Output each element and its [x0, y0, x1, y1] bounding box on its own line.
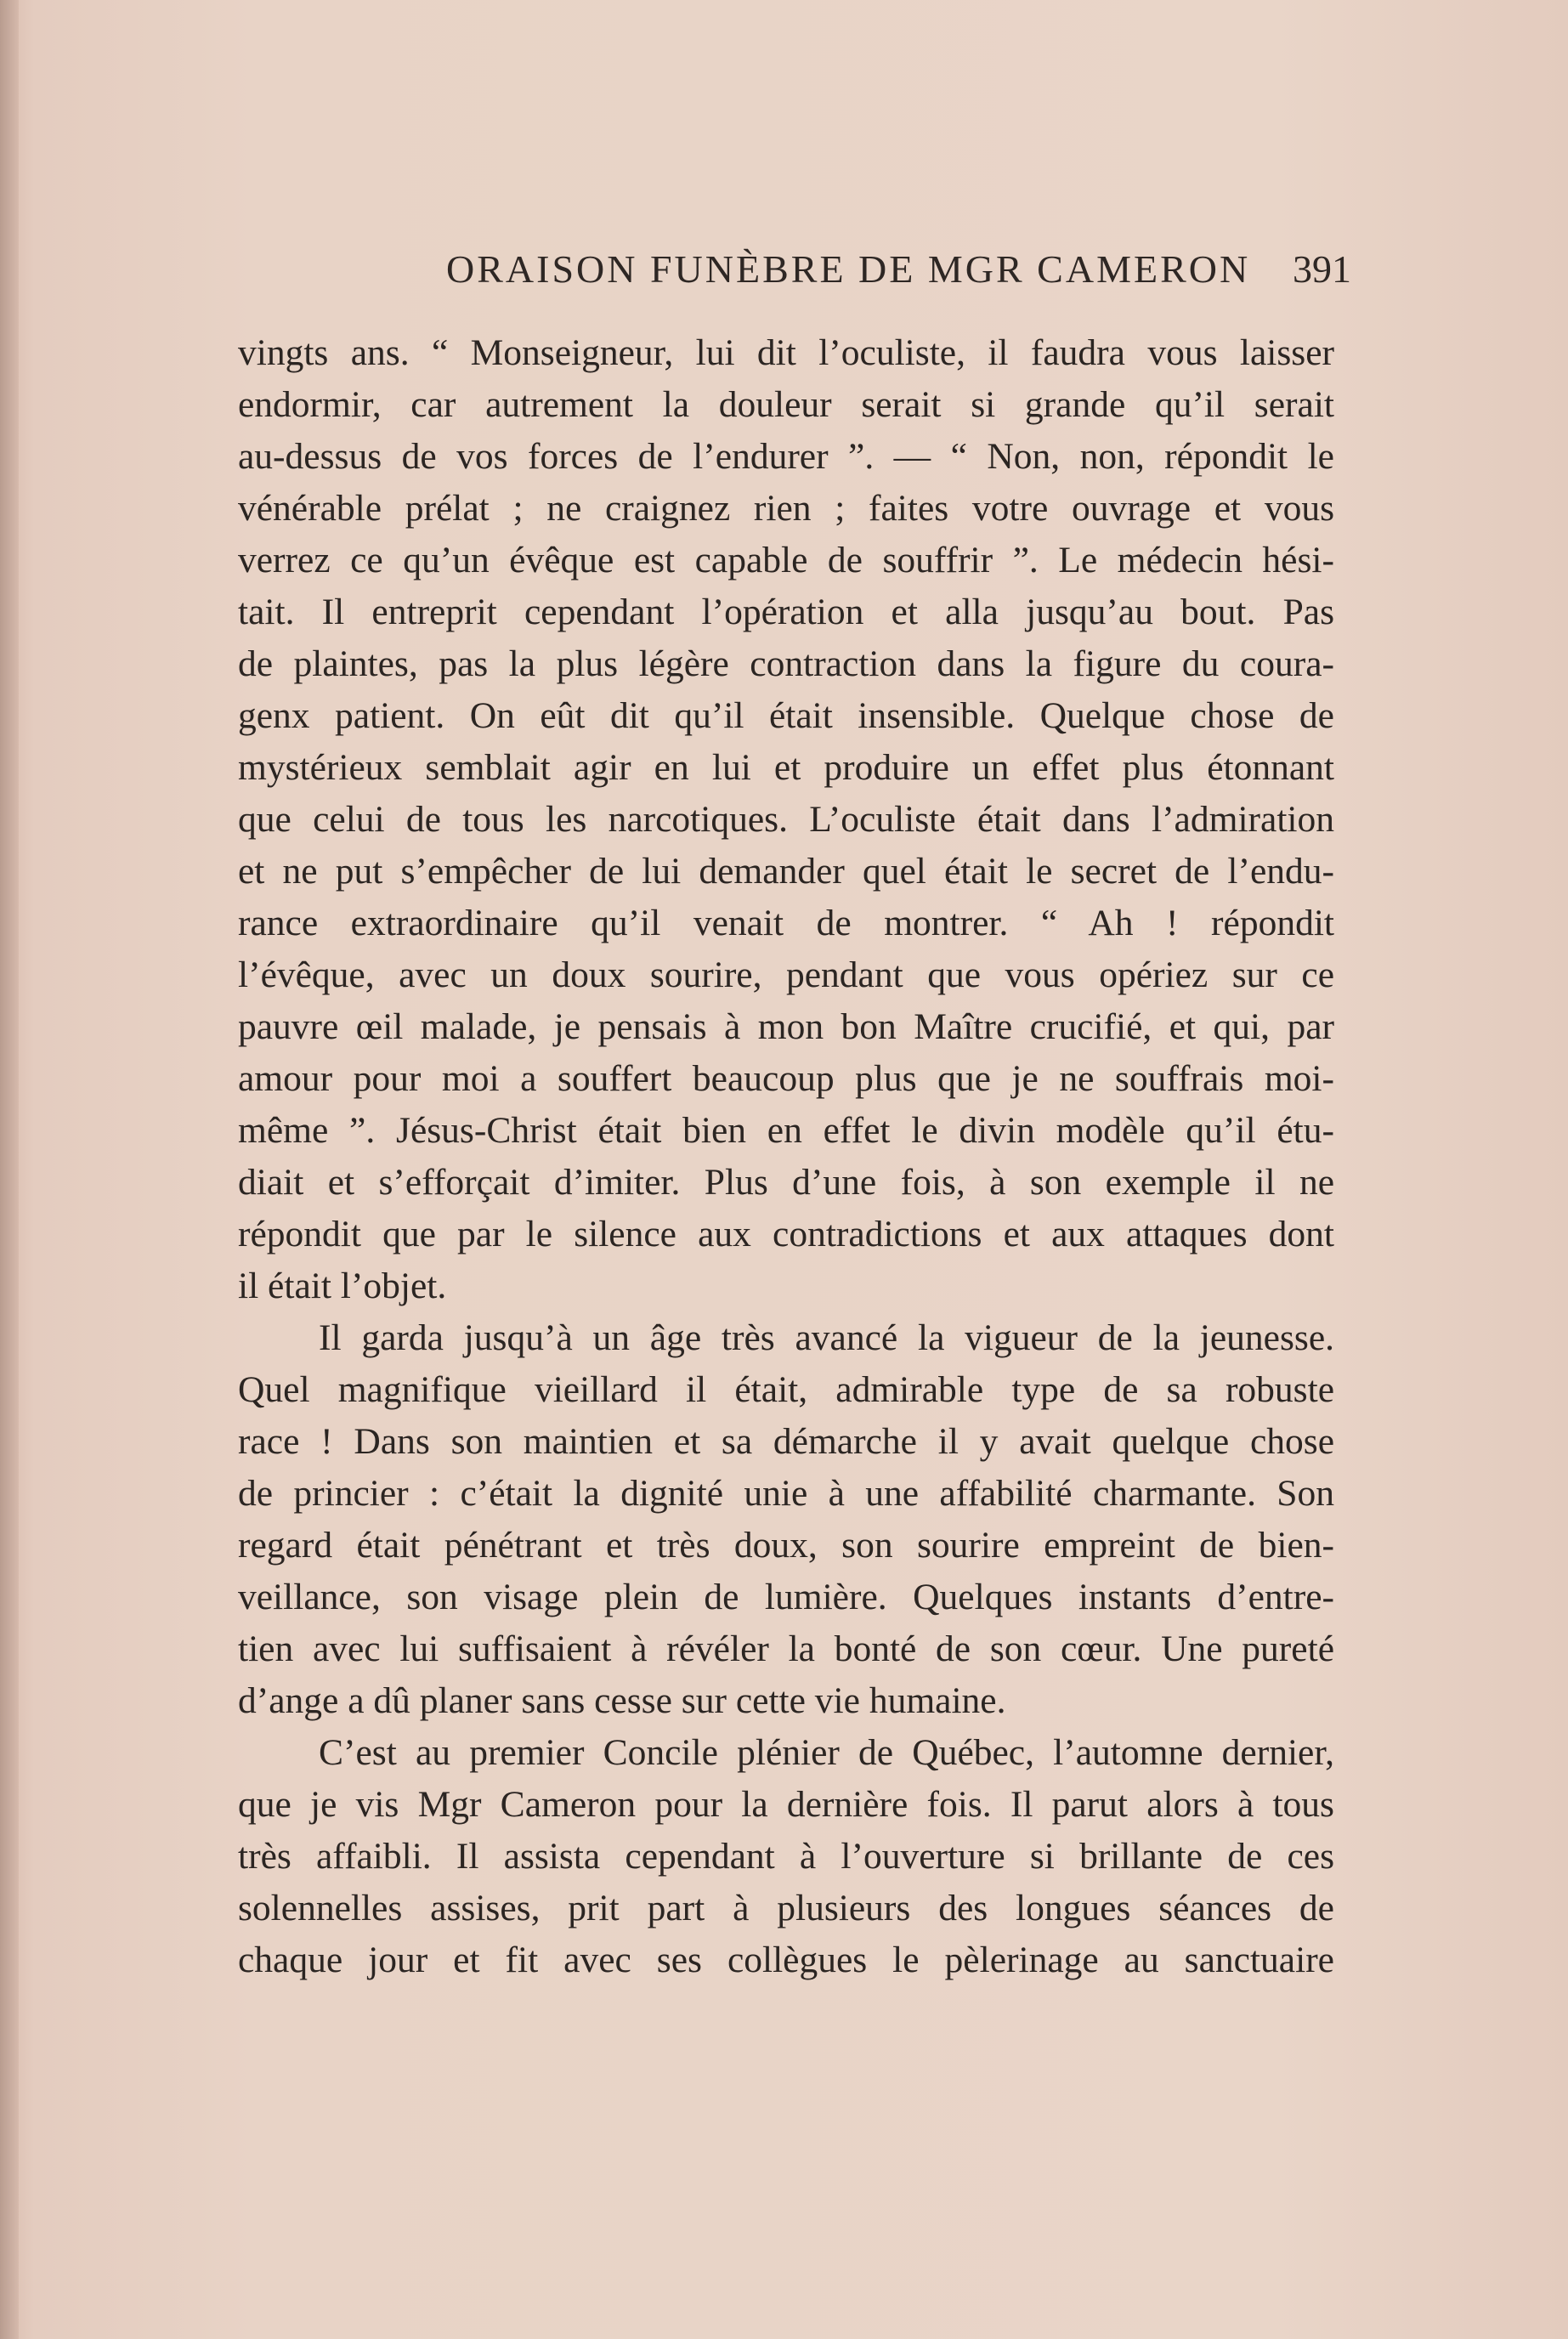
text-line: diait et s’efforçait d’imiter. Plus d’une fois, à son exemple il ne: [238, 1162, 1334, 1203]
paragraph-2: [238, 1312, 1334, 1727]
text-line: veillance, son visage plein de lumière. Quelques instants d’entre-: [238, 1577, 1334, 1617]
text-line: au-dessus de vos forces de l’endurer ”. — “ Non, non, répondit le: [238, 436, 1334, 477]
paragraph-3: [238, 1727, 1334, 1986]
text-line: mystérieux semblait agir en lui et produire un effet plus étonnant: [238, 747, 1334, 788]
text-line: même ”. Jésus-Christ était bien en effet le divin modèle qu’il étu-: [238, 1110, 1334, 1151]
page-number: 391: [1293, 247, 1351, 291]
text-line: amour pour moi a souffert beaucoup plus que je ne souffrais moi-: [238, 1058, 1334, 1099]
text-line: très affaibli. Il assista cependant à l’ouverture si brillante de ces: [238, 1836, 1334, 1877]
text-line: de princier : c’était la dignité unie à une affabilité charmante. Son: [238, 1473, 1334, 1514]
body-text: [238, 327, 1334, 1986]
text-line: vingts ans. “ Monseigneur, lui dit l’oculiste, il faudra vous laisser: [238, 332, 1334, 373]
text-line: il était l’objet.: [238, 1266, 447, 1306]
text-line: que je vis Mgr Cameron pour la dernière fois. Il parut alors à tous: [238, 1784, 1334, 1825]
text-line: genx patient. On eût dit qu’il était insensible. Quelque chose de: [238, 695, 1334, 736]
text-line: et ne put s’empêcher de lui demander quel était le secret de l’endu-: [238, 851, 1334, 892]
text-line: que celui de tous les narcotiques. L’oculiste était dans l’admiration: [238, 799, 1334, 840]
text-line: race ! Dans son maintien et sa démarche il y avait quelque chose: [238, 1421, 1334, 1462]
paragraph-1: [238, 327, 1334, 1312]
text-line: verrez ce qu’un évêque est capable de souffrir ”. Le médecin hési-: [238, 540, 1334, 581]
text-line: solennelles assises, prit part à plusieurs des longues séances de: [238, 1888, 1334, 1928]
text-line: pauvre œil malade, je pensais à mon bon Maître crucifié, et qui, par: [238, 1006, 1334, 1047]
text-line: répondit que par le silence aux contradictions et aux attaques dont: [238, 1214, 1334, 1254]
page-gutter: [0, 0, 19, 2339]
text-line: d’ange a dû planer sans cesse sur cette vie humaine.: [238, 1680, 1006, 1721]
text-line: vénérable prélat ; ne craignez rien ; faites votre ouvrage et vous: [238, 488, 1334, 529]
text-line: chaque jour et fit avec ses collègues le pèlerinage au sanctuaire: [238, 1940, 1334, 1980]
text-line: tien avec lui suffisaient à révéler la bonté de son cœur. Une pureté: [238, 1628, 1334, 1669]
text-line: regard était pénétrant et très doux, son sourire empreint de bien-: [238, 1525, 1334, 1566]
text-line: endormir, car autrement la douleur serait si grande qu’il serait: [238, 384, 1334, 425]
running-title: ORAISON FUNÈBRE DE MGR CAMERON: [446, 247, 1251, 291]
text-line: de plaintes, pas la plus légère contraction dans la figure du coura-: [238, 643, 1334, 684]
text-line: rance extraordinaire qu’il venait de montrer. “ Ah ! répondit: [238, 903, 1334, 943]
text-line: tait. Il entreprit cependant l’opération et alla jusqu’au bout. Pas: [238, 592, 1334, 632]
text-line: Quel magnifique vieillard il était, admirable type de sa robuste: [238, 1369, 1334, 1410]
text-line: Il garda jusqu’à un âge très avancé la vigueur de la jeunesse.: [319, 1317, 1334, 1358]
text-line: C’est au premier Concile plénier de Québec, l’automne dernier,: [319, 1732, 1334, 1773]
text-line: l’évêque, avec un doux sourire, pendant que vous opériez sur ce: [238, 954, 1334, 995]
running-header: [238, 246, 1351, 297]
